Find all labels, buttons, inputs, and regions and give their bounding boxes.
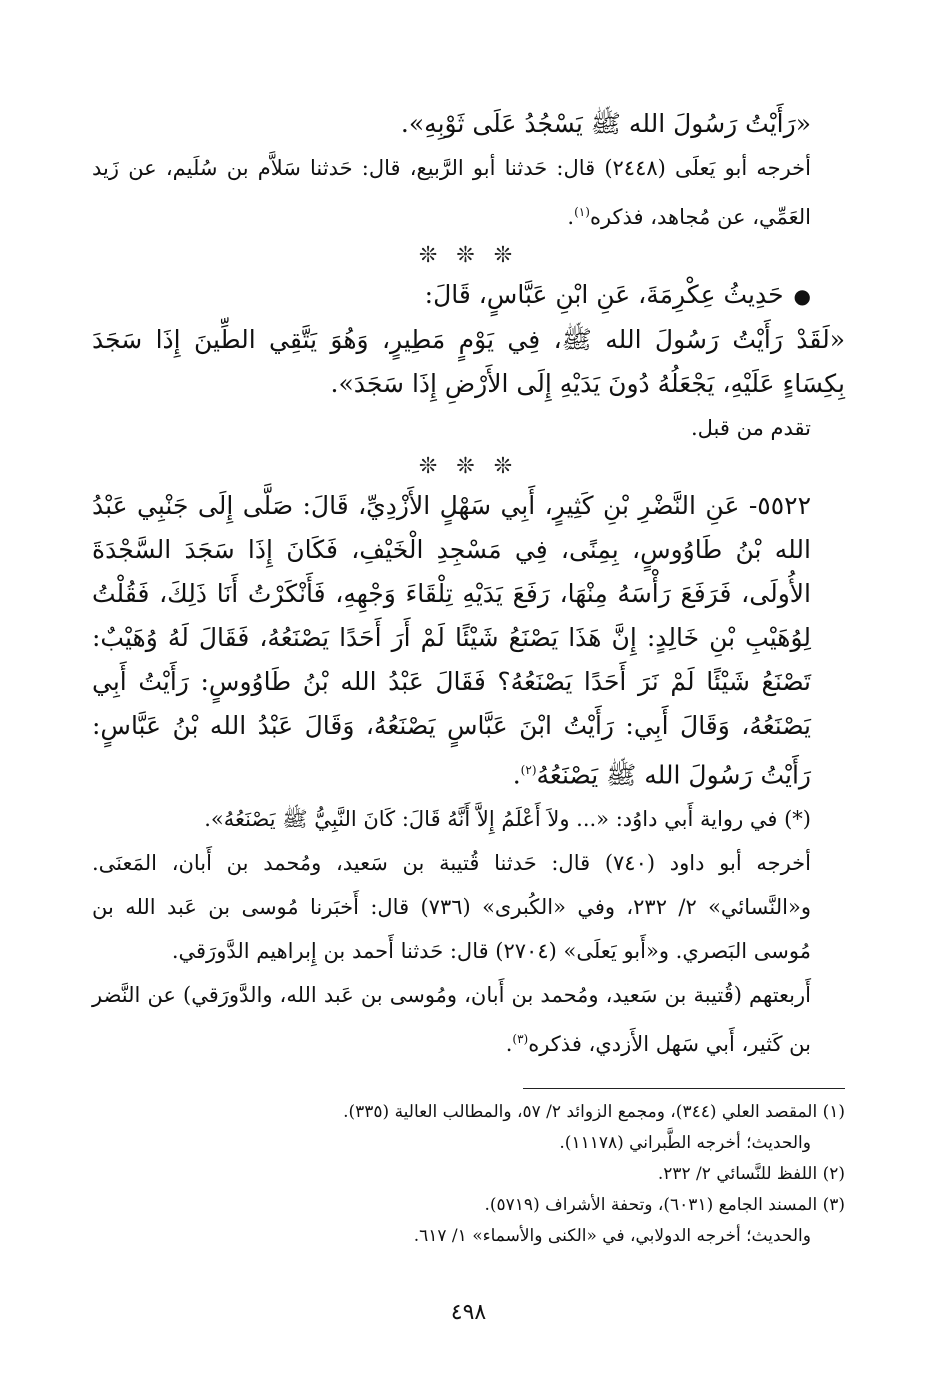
- narration-variant: [92, 797, 845, 841]
- punctuation: .: [567, 205, 575, 229]
- footnote-2: (٢) اللفظ للنَّسائي ٢/ ٢٣٢.: [657, 1164, 845, 1185]
- cross-reference-note: [92, 406, 845, 450]
- footnote-1-continuation: والحديث؛ أخرجه الطَّبراني (١١١٧٨).: [559, 1133, 811, 1154]
- cross-reference-text: تقدم من قبل.: [690, 416, 811, 440]
- takhrij-paragraph-3-content: أَربعتهم (قُتيبة بن سَعيد، ومُحمد بن أَبان، ومُوسى بن عَبد الله، والدَّورَقي) عن النَّضر بن كَثير، أَبي سَهل الأَزدي، فذكره: [92, 983, 811, 1057]
- hadith-heading: [92, 273, 845, 318]
- punctuation: .: [512, 760, 521, 790]
- hadith-5522: [92, 484, 845, 797]
- footnote-ref-3[interactable]: (٣): [512, 1032, 529, 1047]
- takhrij-paragraph-2-content: أخرجه أبو داود (٧٤٠) قال: حَدثنا قُتيبة بن سَعيد، ومُحمد بن أَبان، المَعنَى. و«النَّسائي» ٢/ ٢٣٢، وفي «الكُبرى» (٧٣٦) قال: أَخبَرنا مُوسى بن عَبد الله بن مُوسى البَصري. و«أَبو يَعلَى» (٢٧٠٤) قال: حَدثنا أَحمد بن إِبراهيم الدَّورَقي.: [92, 851, 811, 964]
- hadith-text-2: [92, 318, 845, 406]
- footnote-ref-2[interactable]: (٢): [520, 763, 537, 777]
- section-separator-1: ❊ ❊ ❊: [418, 243, 519, 268]
- section-separator-2: ❊ ❊ ❊: [418, 454, 519, 479]
- footnote-3: (٣) المسند الجامع (٦٠٣١)، وتحفة الأشراف (٥٧١٩).: [484, 1195, 845, 1216]
- takhrij-paragraph-1: [92, 146, 845, 239]
- hadith-5522-content: ٥٥٢٢- عَنِ النَّضْرِ بْنِ كَثِيرٍ، أَبِي سَهْلٍ الأَزْدِيِّ، قَالَ: صَلَّى إِلَى جَنْبِي عَبْدُ الله بْنُ طَاوُوسٍ، بِمِنًى، فِي مَسْجِدِ الْخَيْفِ، فَكَانَ إِذَا سَجَدَ السَّجْدَةَ الأُولَى، فَرَفَعَ رَأْسَهُ مِنْهَا، رَفَعَ يَدَيْهِ تِلْقَاءَ وَجْهِهِ، فَأَنْكَرْتُ أَنَا ذَلِكَ، فَقُلْتُ لِوُهَيْبِ بْنِ خَالِدٍ: إِنَّ هَذَا يَصْنَعُ شَيْئًا لَمْ أَرَ أَحَدًا يَصْنَعُهُ، فَقَالَ لَهُ وُهَيْبٌ: تَصْنَعُ شَيْئًا لَمْ نَرَ أَحَدًا يَصْنَعُهُ؟ فَقَالَ عَبْدُ الله بْنُ طَاوُوسٍ: رَأَيْتُ أَبِي يَصْنَعُهُ، وَقَالَ أَبِي: رَأَيْتُ ابْنَ عَبَّاسٍ يَصْنَعُهُ، وَقَالَ عَبْدُ الله بْنُ عَبَّاسٍ: رَأَيْتُ رَسُولَ الله ﷺ يَصْنَعُهُ: [92, 491, 811, 790]
- hadith-text-1: [92, 102, 845, 146]
- footnotes-section: [92, 1097, 845, 1252]
- hadith-text-2-content: «لَقَدْ رَأَيْتُ رَسُولَ الله ﷺ، فِي يَوْمٍ مَطِيرٍ، وَهُوَ يَتَّقِي الطِّينَ إِذَا سَجَدَ بِكِسَاءٍ عَلَيْهِ، يَجْعَلُهُ دُونَ يَدَيْهِ إِلَى الأَرْضِ إِذَا سَجَدَ».: [92, 325, 845, 398]
- punctuation: .: [505, 1032, 513, 1057]
- narration-variant-text: (*) في رواية أَبي داوُد: «... ولاَ أَعْلَمُ إِلاَّ أَنَّهُ قَالَ: كَانَ النَّبِيُّ ﷺ يَصْنَعُهُ».: [204, 807, 811, 832]
- footnote-3-continuation: والحديث؛ أخرجه الدولابي، في «الكنى والأسماء» ١/ ٦١٧.: [413, 1226, 811, 1247]
- takhrij-paragraph-1-content: أخرجه أبو يَعلَى (٢٤٤٨) قال: حَدثنا أبو الرَّبيع، قال: حَدثنا سَلاَّم بن سُلَيم، عن زَيد العَمِّي، عن مُجاهد، فذكره: [92, 156, 812, 229]
- bullet-icon: ●: [793, 284, 811, 308]
- hadith-heading-text: حَدِيثُ عِكْرِمَةَ، عَنِ ابْنِ عَبَّاسٍ، قَالَ:: [424, 280, 784, 309]
- takhrij-paragraph-2: [92, 841, 845, 973]
- takhrij-paragraph-3: [92, 973, 845, 1066]
- hadith-text-1-content: «رَأَيْتُ رَسُولَ الله ﷺ يَسْجُدُ عَلَى ثَوْبِهِ».: [400, 109, 811, 138]
- footnote-separator: [523, 1088, 845, 1089]
- footnote-ref-1[interactable]: (١): [574, 205, 590, 219]
- footnote-1: (١) المقصد العلي (٣٤٤)، ومجمع الزوائد ٢/ ٥٧، والمطالب العالية (٣٣٥).: [343, 1102, 845, 1123]
- page-number: ٤٩٨: [450, 1300, 487, 1325]
